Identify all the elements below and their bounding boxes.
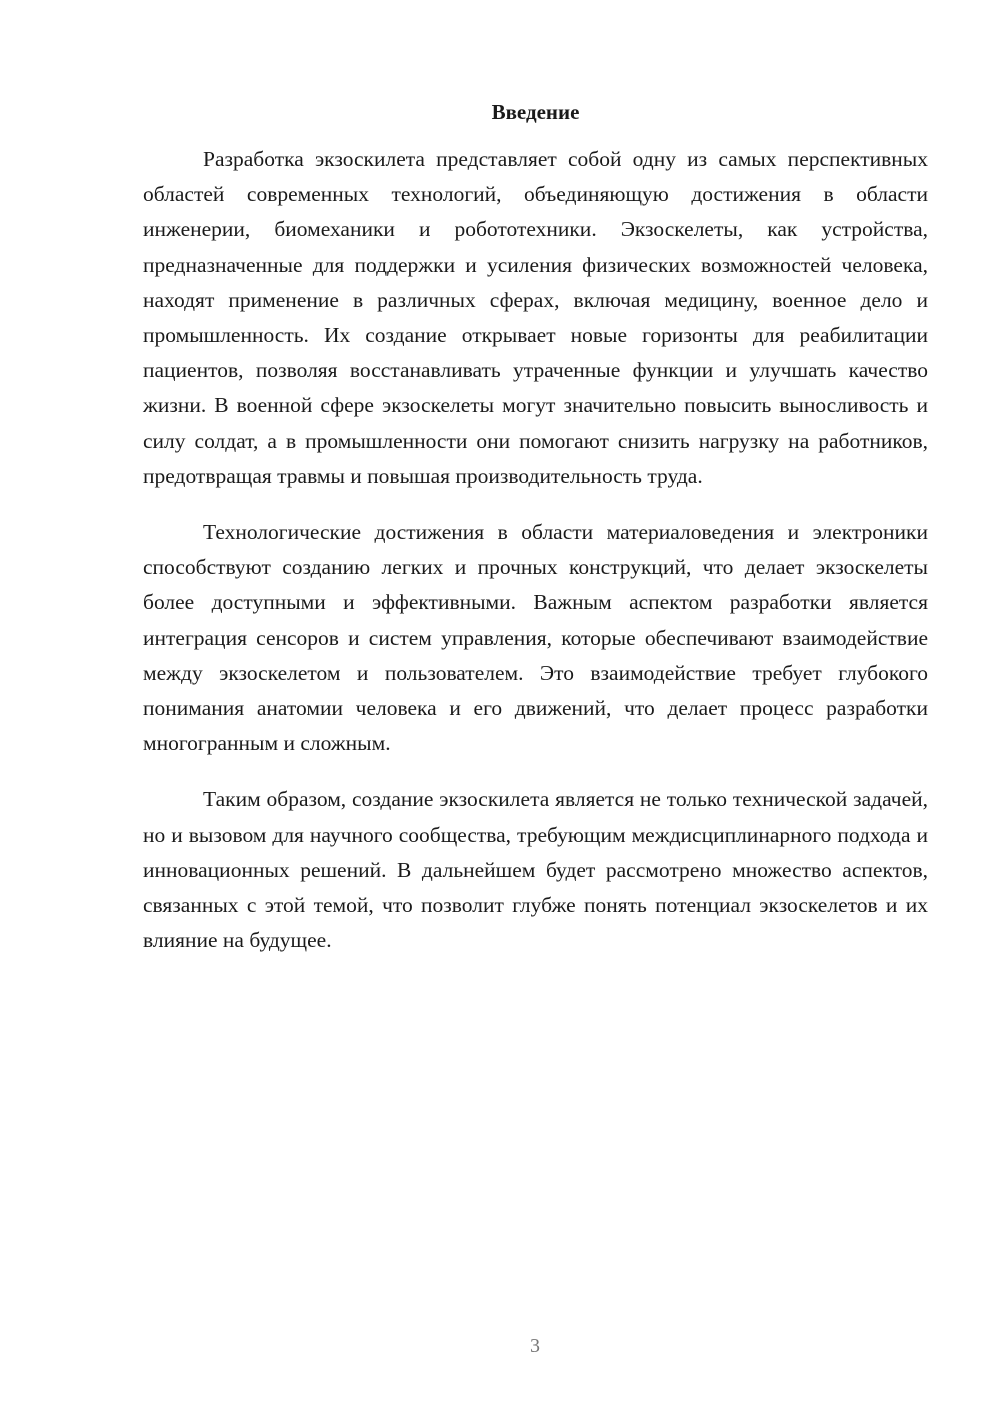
section-title: Введение [491, 100, 580, 124]
paragraph-2: Технологические достижения в области материаловедения и электроники способствуют созданию легких и прочных конструкций, что делает экзоскелеты более доступными и эффективными. Важным аспектом разработки является интеграция сенсоров и систем управления, которые обеспечивают взаимодействие между экзоскелетом и пользователем. Это взаимодействие требует глубокого понимания анатомии человека и его движений, что делает процесс разработки многогранным и сложным. [143, 520, 928, 756]
paragraph-3: Таким образом, создание экзоскилета является не только технической задачей, но и вызовом для научного сообщества, требующим междисциплинарного подхода и инновационных решений. В дальнейшем будет рассмотрено множество аспектов, связанных с этой темой, что позволит глубже понять потенциал экзоскелетов и их влияние на будущее. [143, 787, 928, 953]
page-number: 3 [530, 1335, 540, 1357]
paragraph-1: Разработка экзоскилета представляет собой одну из самых перспективных областей современных технологий, объединяющую достижения в области инженерии, биомеханики и робототехники. Экзоскелеты, как устройства, предназначенные для поддержки и усиления физических возможностей человека, находят применение в различных сферах, включая медицину, военное дело и промышленность. Их создание открывает новые горизонты для реабилитации пациентов, позволяя восстанавливать утраченные функции и улучшать качество жизни. В военной сфере экзоскелеты могут значительно повысить выносливость и силу солдат, а в промышленности они помогают снизить нагрузку на работников, предотвращая травмы и повышая производительность труда. [143, 147, 928, 488]
body-text [143, 142, 928, 979]
